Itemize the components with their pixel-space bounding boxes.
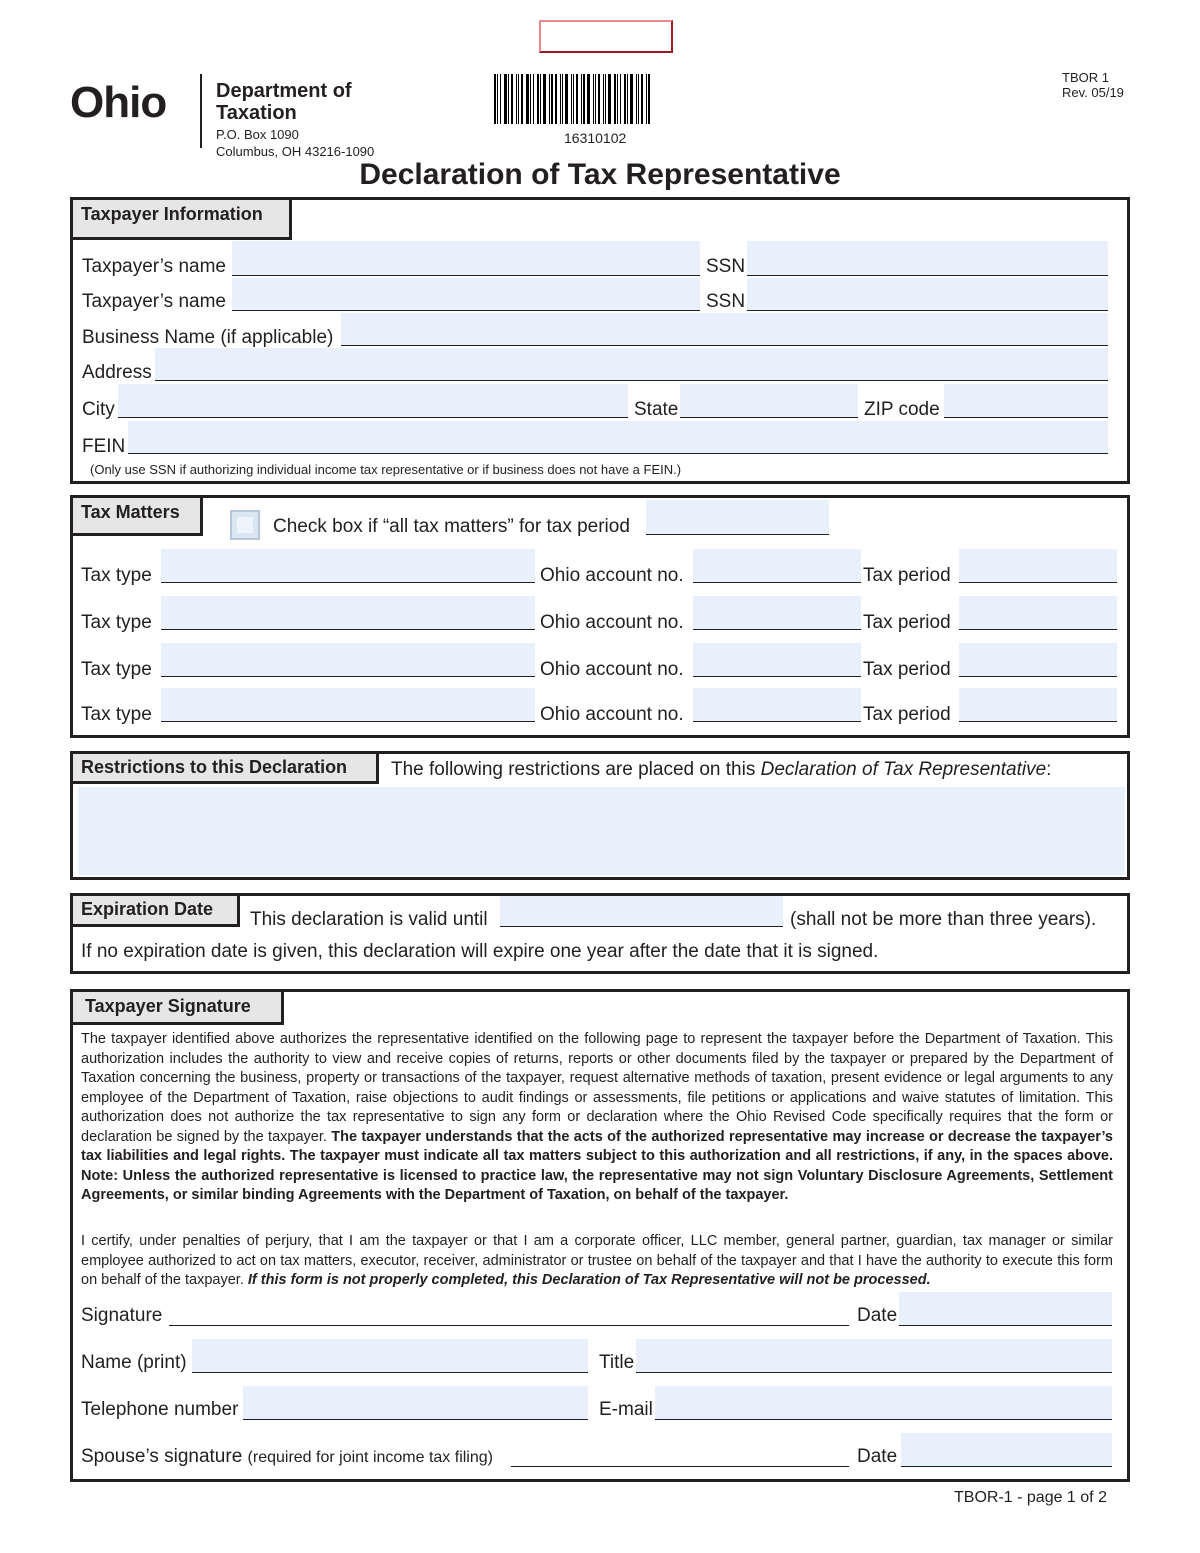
tax-type-label-3: Tax type — [81, 659, 152, 680]
business-name-label: Business Name (if applicable) — [82, 327, 334, 348]
restrictions-section — [70, 751, 1130, 880]
signature-date-field[interactable] — [899, 1292, 1112, 1326]
valid-until-field[interactable] — [500, 896, 783, 927]
signature-date-label: Date — [857, 1305, 898, 1326]
barcode-bar — [504, 74, 507, 124]
barcode-bar — [571, 74, 572, 124]
city-label: City — [82, 399, 115, 420]
telephone-field[interactable] — [243, 1386, 588, 1420]
barcode-bar — [530, 74, 531, 124]
business-name-field[interactable] — [341, 313, 1108, 346]
department-address — [216, 126, 374, 160]
restrictions-heading: Restrictions to this Declaration — [73, 754, 379, 784]
spouse-signature-note: (required for joint income tax filing) — [247, 1449, 493, 1466]
all-tax-matters-checkbox[interactable] — [230, 510, 260, 540]
barcode-bar — [627, 74, 628, 124]
barcode-bar — [549, 74, 550, 124]
barcode-bar — [598, 74, 600, 124]
valid-until-limit-note: (shall not be more than three years). — [790, 909, 1097, 930]
ssn-fein-note: (Only use SSN if authorizing individual income tax representative or if business does not have a FEIN.) — [90, 462, 682, 477]
tax-type-field-3[interactable] — [161, 643, 535, 677]
barcode — [494, 74, 708, 124]
spouse-signature-line[interactable] — [511, 1435, 849, 1467]
barcode-bar — [555, 74, 557, 124]
tax-type-field-4[interactable] — [161, 688, 535, 722]
barcode-bar — [565, 74, 568, 124]
taxpayer-signature-section — [70, 989, 1130, 1482]
taxpayer-name-field-1[interactable] — [232, 241, 700, 276]
all-tax-matters-label: Check box if “all tax matters” for tax period — [273, 516, 630, 537]
email-field[interactable] — [655, 1386, 1112, 1420]
tax-matters-section — [70, 495, 1130, 738]
taxpayer-name-label-2: Taxpayer’s name — [82, 291, 226, 312]
tax-period-field-4[interactable] — [959, 688, 1117, 722]
signature-line[interactable] — [169, 1294, 849, 1326]
name-print-field[interactable] — [192, 1339, 588, 1373]
tax-period-field-1[interactable] — [959, 549, 1117, 583]
barcode-bar — [624, 74, 626, 124]
barcode-bar — [581, 74, 582, 124]
barcode-bar — [526, 74, 529, 124]
taxpayer-name-label-1: Taxpayer’s name — [82, 256, 226, 277]
authorization-bold-text: The taxpayer understands that the acts of the authorized representative may increase or decrease the taxpayer’s tax liabilities and legal rights. The taxpayer must indicate all tax matters subject to this authorization and all restrictions, if any, in the spaces above. Note: Unless the authorized representative is licensed to practice law, the representative may not sign Voluntary Disclosure Agreements, Settlement Agreements, or similar binding Agreements with the Department of Taxation, on behalf of the taxpayer. — [81, 1128, 1113, 1203]
authorization-text: The taxpayer identified above authorizes the representative identified on the following page to represent the taxpayer before the Department of Taxation. This authorization includes the authority to view and receive copies of returns, reports or other documents filed by the taxpayer or prepared by the Department of Taxation concerning the business, property or transactions of the taxpayer, request alternative methods of taxation, present evidence or legal arguments to any employee of the Department of Taxation, raise objections to audit findings or assessments, file petitions or applications and waive statutes of limitation. This authorization does not authorize the tax representative to sign any form or declaration where the Ohio Revised Code specifically requires that the form or declaration be signed by the taxpayer. — [81, 1031, 1113, 1145]
barcode-bar — [500, 74, 501, 124]
expiration-default-note: If no expiration date is given, this declaration will expire one year after the date that it is signed. — [81, 941, 879, 962]
ohio-account-label-4: Ohio account no. — [540, 704, 684, 725]
barcode-number: 16310102 — [564, 130, 627, 146]
tax-type-field-1[interactable] — [161, 549, 535, 583]
barcode-bar — [614, 74, 616, 124]
tax-matters-heading: Tax Matters — [73, 498, 203, 536]
tax-period-field-2[interactable] — [959, 596, 1117, 630]
barcode-bar — [620, 74, 621, 124]
barcode-bar — [533, 74, 534, 124]
form-id — [1062, 70, 1124, 100]
ohio-account-label-1: Ohio account no. — [540, 565, 684, 586]
title-field[interactable] — [636, 1339, 1112, 1373]
barcode-bar — [508, 74, 509, 124]
authorization-paragraph — [81, 1030, 1113, 1206]
barcode-bar — [537, 74, 539, 124]
zip-code-field[interactable] — [944, 384, 1108, 418]
checkbox-inner — [237, 517, 253, 533]
certification-warning: If this form is not properly completed, this Declaration of Tax Representative will not be processed. — [247, 1272, 931, 1288]
signature-label: Signature — [81, 1305, 163, 1326]
taxpayer-information-section — [70, 197, 1130, 484]
barcode-bar — [641, 74, 643, 124]
form-revision: Rev. 05/19 — [1062, 85, 1124, 100]
barcode-bar — [617, 74, 618, 124]
ssn-field-2[interactable] — [747, 278, 1108, 311]
ohio-account-field-3[interactable] — [693, 643, 861, 677]
barcode-bar — [543, 74, 546, 124]
tax-type-label-1: Tax type — [81, 565, 152, 586]
barcode-bar — [540, 74, 541, 124]
barcode-bar — [494, 74, 496, 124]
tax-period-label-3: Tax period — [863, 659, 951, 680]
barcode-bar — [630, 74, 633, 124]
expiration-date-heading: Expiration Date — [73, 896, 240, 927]
restrictions-intro-colon: : — [1046, 759, 1052, 780]
address-line1: P.O. Box 1090 — [216, 127, 299, 142]
expiration-date-section — [70, 893, 1130, 974]
telephone-label: Telephone number — [81, 1399, 239, 1420]
barcode-bar — [605, 74, 606, 124]
restrictions-intro-italic: Declaration of Tax Representative — [760, 759, 1047, 780]
restrictions-text-area[interactable] — [78, 787, 1125, 875]
taxpayer-signature-heading: Taxpayer Signature — [73, 992, 284, 1025]
zip-code-label: ZIP code — [864, 399, 940, 420]
department-line2: Taxation — [216, 102, 297, 124]
department-line1: Department of — [216, 80, 352, 102]
logo-divider — [200, 74, 202, 148]
fein-field[interactable] — [128, 421, 1108, 454]
restrictions-intro-text: The following restrictions are placed on this — [391, 759, 761, 780]
title-label: Title — [599, 1352, 635, 1373]
barcode-bar — [497, 74, 498, 124]
taxpayer-name-field-2[interactable] — [232, 278, 700, 311]
all-tax-matters-period-field[interactable] — [646, 500, 829, 535]
ssn-label-1: SSN — [706, 256, 746, 277]
certification-text: I certify, under penalties of perjury, that I am the taxpayer or that I am a corporate officer, LLC member, general partner, guardian, tax manager or similar employee authorized to act on tax matters, executor, receiver, administrator or trustee on behalf of the taxpayer and that I have the authority to execute this form on behalf of the taxpayer. — [81, 1233, 1113, 1288]
barcode-bar — [560, 74, 561, 124]
red-box-marker — [539, 20, 673, 53]
state-label: State — [634, 399, 679, 420]
tax-period-field-3[interactable] — [959, 643, 1117, 677]
ssn-label-2: SSN — [706, 291, 746, 312]
barcode-bar — [516, 74, 517, 124]
barcode-bar — [636, 74, 637, 124]
barcode-bar — [593, 74, 594, 124]
taxpayer-information-heading: Taxpayer Information — [73, 200, 292, 240]
tax-type-field-2[interactable] — [161, 596, 535, 630]
department-name — [216, 80, 352, 124]
barcode-bar — [511, 74, 513, 124]
state-field[interactable] — [680, 384, 858, 418]
valid-until-label: This declaration is valid until — [250, 909, 488, 930]
tax-type-label-2: Tax type — [81, 612, 152, 633]
barcode-bar — [576, 74, 578, 124]
ohio-logo: Ohio — [70, 78, 167, 127]
page-title: Declaration of Tax Representative — [359, 158, 841, 191]
barcode-bar — [648, 74, 650, 124]
restrictions-intro — [391, 759, 1051, 781]
barcode-bar — [518, 74, 519, 124]
barcode-bar — [551, 74, 553, 124]
spouse-date-label: Date — [857, 1446, 898, 1467]
barcode-bar — [603, 74, 604, 124]
spouse-signature-label — [81, 1446, 493, 1468]
barcode-bar — [562, 74, 563, 124]
tax-type-label-4: Tax type — [81, 704, 152, 725]
barcode-bar — [608, 74, 611, 124]
ohio-account-field-1[interactable] — [693, 549, 861, 583]
ohio-account-field-4[interactable] — [693, 688, 861, 722]
name-print-label: Name (print) — [81, 1352, 187, 1373]
city-field[interactable] — [118, 384, 628, 418]
ohio-account-field-2[interactable] — [693, 596, 861, 630]
address-line2: Columbus, OH 43216-1090 — [216, 144, 375, 159]
form-code: TBOR 1 — [1062, 70, 1109, 85]
tax-period-label-2: Tax period — [863, 612, 951, 633]
ssn-field-1[interactable] — [747, 241, 1108, 276]
barcode-bar — [521, 74, 523, 124]
barcode-bar — [638, 74, 639, 124]
address-field[interactable] — [155, 348, 1108, 381]
barcode-bar — [583, 74, 585, 124]
barcode-bar — [587, 74, 590, 124]
barcode-bar — [646, 74, 647, 124]
barcode-bar — [573, 74, 574, 124]
page-footer: TBOR-1 - page 1 of 2 — [954, 1489, 1107, 1506]
tax-period-label-1: Tax period — [863, 565, 951, 586]
barcode-bar — [595, 74, 596, 124]
spouse-date-field[interactable] — [901, 1433, 1112, 1467]
tax-period-label-4: Tax period — [863, 704, 951, 725]
spouse-signature-text: Spouse’s signature — [81, 1446, 248, 1467]
fein-label: FEIN — [82, 436, 126, 457]
ohio-account-label-3: Ohio account no. — [540, 659, 684, 680]
certification-paragraph — [81, 1232, 1113, 1291]
address-label: Address — [82, 362, 152, 383]
email-label: E-mail — [599, 1399, 653, 1420]
ohio-account-label-2: Ohio account no. — [540, 612, 684, 633]
